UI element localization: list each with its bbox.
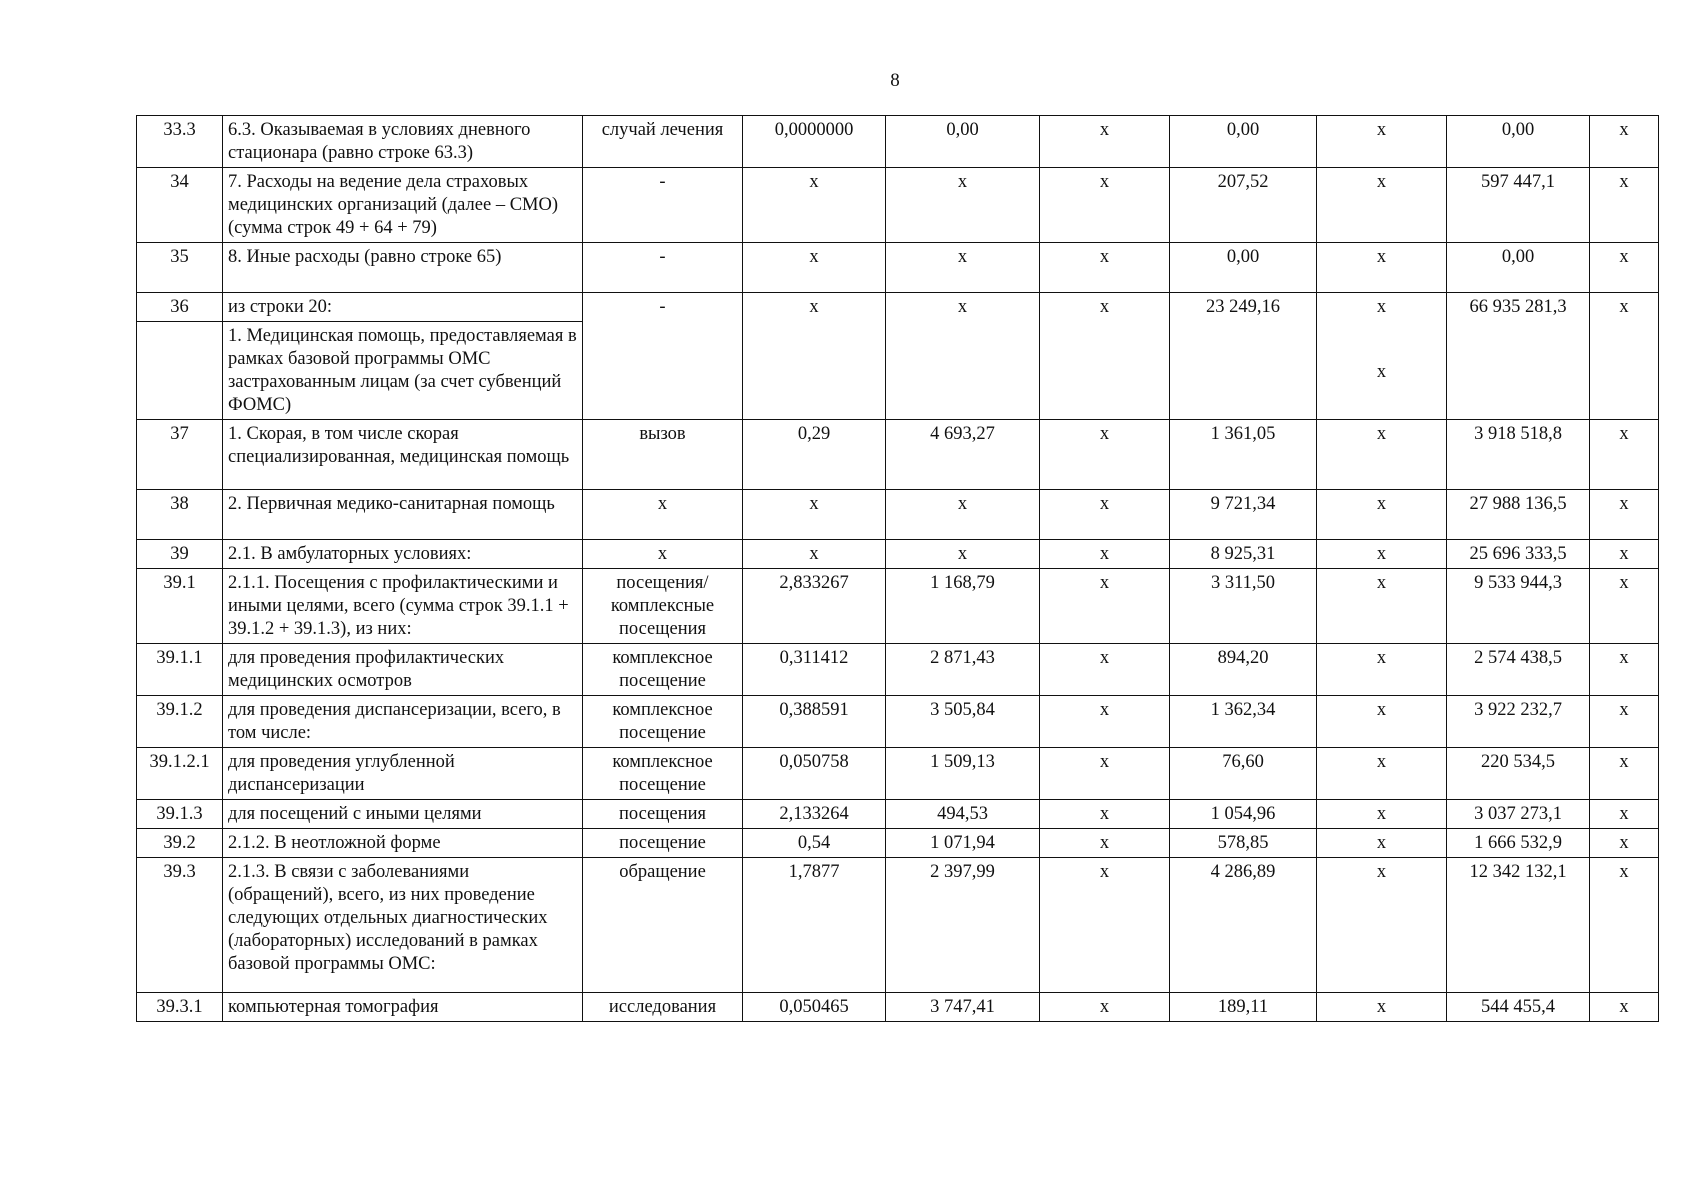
- financing-table: [136, 115, 1659, 1022]
- cell-c8: х: [1317, 540, 1447, 569]
- cell-c9: 1 666 532,9: [1447, 829, 1590, 858]
- cell-c10: х: [1590, 490, 1659, 540]
- cell-c9: 3 922 232,7: [1447, 696, 1590, 748]
- cell-c8: х: [1317, 420, 1447, 490]
- cell-c7: 1 361,05: [1170, 420, 1317, 490]
- table-row: [137, 243, 1659, 293]
- cell-name: для посещений с иными целями: [223, 800, 583, 829]
- cell-c6: х: [1040, 293, 1170, 420]
- cell-c7: 76,60: [1170, 748, 1317, 800]
- cell-name: 2.1.1. Посещения с профилактическими и иными целями, всего (сумма строк 39.1.1 + 39.1.2 + 39.1.3), из них:: [223, 569, 583, 644]
- cell-c6: х: [1040, 748, 1170, 800]
- table-row: [137, 800, 1659, 829]
- table-row: [137, 644, 1659, 696]
- cell-c8: х: [1317, 644, 1447, 696]
- cell-c6: х: [1040, 540, 1170, 569]
- cell-c6: х: [1040, 829, 1170, 858]
- cell-unit: исследования: [583, 993, 743, 1022]
- table-row: [137, 829, 1659, 858]
- cell-c9: 66 935 281,3: [1447, 293, 1590, 420]
- cell-c8-continuation: х: [1376, 362, 1387, 382]
- table-row: [137, 293, 1659, 322]
- cell-c6: х: [1040, 800, 1170, 829]
- cell-unit: вызов: [583, 420, 743, 490]
- cell-c7: 1 362,34: [1170, 696, 1317, 748]
- table-row: [137, 420, 1659, 490]
- cell-name: 2.1.2. В неотложной форме: [223, 829, 583, 858]
- cell-num: 39.1.2.1: [137, 748, 223, 800]
- cell-name: 2. Первичная медико-санитарная помощь: [223, 490, 583, 540]
- cell-num: 39.1.1: [137, 644, 223, 696]
- cell-num: 39.1.2: [137, 696, 223, 748]
- cell-c10: х: [1590, 748, 1659, 800]
- cell-unit: х: [583, 490, 743, 540]
- cell-c9: 3 037 273,1: [1447, 800, 1590, 829]
- cell-c5: 4 693,27: [886, 420, 1040, 490]
- cell-c8: х: [1317, 800, 1447, 829]
- cell-c7: 189,11: [1170, 993, 1317, 1022]
- cell-c4: х: [743, 540, 886, 569]
- cell-c7: 9 721,34: [1170, 490, 1317, 540]
- cell-c5: 3 505,84: [886, 696, 1040, 748]
- cell-name: для проведения профилактических медицинских осмотров: [223, 644, 583, 696]
- cell-c10: х: [1590, 540, 1659, 569]
- cell-c4: 0,388591: [743, 696, 886, 748]
- cell-name: 1. Медицинская помощь, предоставляемая в рамках базовой программы ОМС застрахованным лицам (за счет субвенций ФОМС): [223, 322, 583, 420]
- cell-name: 1. Скорая, в том числе скорая специализированная, медицинская помощь: [223, 420, 583, 490]
- table-row: [137, 116, 1659, 168]
- table-row: [137, 490, 1659, 540]
- cell-c10: х: [1590, 644, 1659, 696]
- cell-c5: 2 871,43: [886, 644, 1040, 696]
- cell-num: 37: [137, 420, 223, 490]
- cell-c7: 3 311,50: [1170, 569, 1317, 644]
- cell-unit: комплексное посещение: [583, 696, 743, 748]
- cell-c5: х: [886, 293, 1040, 420]
- cell-c9: 0,00: [1447, 116, 1590, 168]
- cell-c5: 494,53: [886, 800, 1040, 829]
- cell-c7: 1 054,96: [1170, 800, 1317, 829]
- cell-c7: 207,52: [1170, 168, 1317, 243]
- cell-c7: 8 925,31: [1170, 540, 1317, 569]
- cell-c9: 220 534,5: [1447, 748, 1590, 800]
- cell-c9: 9 533 944,3: [1447, 569, 1590, 644]
- cell-c6: х: [1040, 858, 1170, 993]
- cell-c9: 544 455,4: [1447, 993, 1590, 1022]
- cell-name: компьютерная томография: [223, 993, 583, 1022]
- cell-unit: -: [583, 293, 743, 420]
- cell-c10: х: [1590, 569, 1659, 644]
- table-row: [137, 993, 1659, 1022]
- table-row: [137, 569, 1659, 644]
- cell-c10: х: [1590, 696, 1659, 748]
- cell-c6: х: [1040, 644, 1170, 696]
- cell-c4: 0,29: [743, 420, 886, 490]
- cell-c5: 1 071,94: [886, 829, 1040, 858]
- cell-c5: х: [886, 540, 1040, 569]
- cell-c4: 2,833267: [743, 569, 886, 644]
- cell-num: 36: [137, 293, 223, 322]
- cell-num: 33.3: [137, 116, 223, 168]
- cell-c5: 1 168,79: [886, 569, 1040, 644]
- table-row: [137, 748, 1659, 800]
- cell-c6: х: [1040, 116, 1170, 168]
- cell-c7: 23 249,16: [1170, 293, 1317, 420]
- cell-num: [137, 322, 223, 420]
- cell-c8: х: [1317, 490, 1447, 540]
- cell-c5: х: [886, 490, 1040, 540]
- cell-c8: х: [1317, 569, 1447, 644]
- cell-name: для проведения диспансеризации, всего, в том числе:: [223, 696, 583, 748]
- cell-num: 35: [137, 243, 223, 293]
- cell-c5: х: [886, 168, 1040, 243]
- cell-unit: обращение: [583, 858, 743, 993]
- cell-c9: 0,00: [1447, 243, 1590, 293]
- cell-unit: посещения: [583, 800, 743, 829]
- cell-c9: 2 574 438,5: [1447, 644, 1590, 696]
- cell-c9: 12 342 132,1: [1447, 858, 1590, 993]
- cell-name: из строки 20:: [223, 293, 583, 322]
- cell-c10: х: [1590, 243, 1659, 293]
- cell-name: 2.1.3. В связи с заболеваниями (обращений), всего, из них проведение следующих отдельных диагностических (лабораторных) исследований в рамках базовой программы ОМС:: [223, 858, 583, 993]
- cell-c7: 0,00: [1170, 243, 1317, 293]
- cell-c10: х: [1590, 800, 1659, 829]
- cell-c10: х: [1590, 858, 1659, 993]
- cell-c6: х: [1040, 993, 1170, 1022]
- cell-num: 39: [137, 540, 223, 569]
- cell-unit: комплексное посещение: [583, 748, 743, 800]
- cell-c6: х: [1040, 168, 1170, 243]
- cell-c8: х: [1317, 696, 1447, 748]
- table-row: [137, 168, 1659, 243]
- cell-unit: х: [583, 540, 743, 569]
- cell-c4: 0,0000000: [743, 116, 886, 168]
- cell-c8: х: [1317, 243, 1447, 293]
- cell-c4: х: [743, 168, 886, 243]
- cell-c6: х: [1040, 490, 1170, 540]
- cell-num: 39.2: [137, 829, 223, 858]
- cell-c4: 0,311412: [743, 644, 886, 696]
- cell-c6: х: [1040, 420, 1170, 490]
- cell-unit: -: [583, 243, 743, 293]
- cell-num: 39.1: [137, 569, 223, 644]
- cell-c4: х: [743, 293, 886, 420]
- table-row: [137, 540, 1659, 569]
- cell-c9: 25 696 333,5: [1447, 540, 1590, 569]
- cell-c10: х: [1590, 168, 1659, 243]
- cell-c8: х: [1317, 829, 1447, 858]
- cell-c8: х: [1317, 993, 1447, 1022]
- page-number: 8: [890, 70, 900, 91]
- cell-c8: х: [1317, 168, 1447, 243]
- cell-c9: 27 988 136,5: [1447, 490, 1590, 540]
- cell-num: 39.3: [137, 858, 223, 993]
- cell-c5: 3 747,41: [886, 993, 1040, 1022]
- cell-c10: х: [1590, 829, 1659, 858]
- cell-c4: 0,050758: [743, 748, 886, 800]
- cell-c7: 0,00: [1170, 116, 1317, 168]
- cell-c8: х: [1317, 748, 1447, 800]
- cell-unit: -: [583, 168, 743, 243]
- cell-c4: х: [743, 490, 886, 540]
- cell-c6: х: [1040, 569, 1170, 644]
- cell-name: 7. Расходы на ведение дела страховых медицинских организаций (далее – СМО) (сумма строк 49 + 64 + 79): [223, 168, 583, 243]
- cell-unit: посещения/комплексные посещения: [583, 569, 743, 644]
- cell-c9: 3 918 518,8: [1447, 420, 1590, 490]
- cell-name: 8. Иные расходы (равно строке 65): [223, 243, 583, 293]
- cell-unit: случай лечения: [583, 116, 743, 168]
- cell-c4: х: [743, 243, 886, 293]
- cell-c10: х: [1590, 293, 1659, 420]
- cell-c5: х: [886, 243, 1040, 293]
- cell-c4: 1,7877: [743, 858, 886, 993]
- cell-name: 2.1. В амбулаторных условиях:: [223, 540, 583, 569]
- cell-c6: х: [1040, 243, 1170, 293]
- cell-c10: х: [1590, 116, 1659, 168]
- cell-c4: 0,54: [743, 829, 886, 858]
- cell-c8-value: х: [1376, 297, 1387, 317]
- cell-num: 38: [137, 490, 223, 540]
- cell-c8: [1317, 293, 1447, 420]
- cell-c8: х: [1317, 858, 1447, 993]
- cell-num: 39.3.1: [137, 993, 223, 1022]
- cell-c7: 894,20: [1170, 644, 1317, 696]
- cell-num: 39.1.3: [137, 800, 223, 829]
- cell-c7: 4 286,89: [1170, 858, 1317, 993]
- cell-unit: посещение: [583, 829, 743, 858]
- cell-c7: 578,85: [1170, 829, 1317, 858]
- cell-num: 34: [137, 168, 223, 243]
- cell-c5: 0,00: [886, 116, 1040, 168]
- cell-c4: 2,133264: [743, 800, 886, 829]
- cell-unit: комплексное посещение: [583, 644, 743, 696]
- cell-c6: х: [1040, 696, 1170, 748]
- cell-c9: 597 447,1: [1447, 168, 1590, 243]
- cell-name: 6.3. Оказываемая в условиях дневного стационара (равно строке 63.3): [223, 116, 583, 168]
- cell-c10: х: [1590, 993, 1659, 1022]
- cell-c4: 0,050465: [743, 993, 886, 1022]
- cell-c10: х: [1590, 420, 1659, 490]
- cell-c8: х: [1317, 116, 1447, 168]
- cell-c5: 1 509,13: [886, 748, 1040, 800]
- cell-name: для проведения углубленной диспансеризации: [223, 748, 583, 800]
- cell-c5: 2 397,99: [886, 858, 1040, 993]
- table-row: [137, 858, 1659, 993]
- table-row: [137, 696, 1659, 748]
